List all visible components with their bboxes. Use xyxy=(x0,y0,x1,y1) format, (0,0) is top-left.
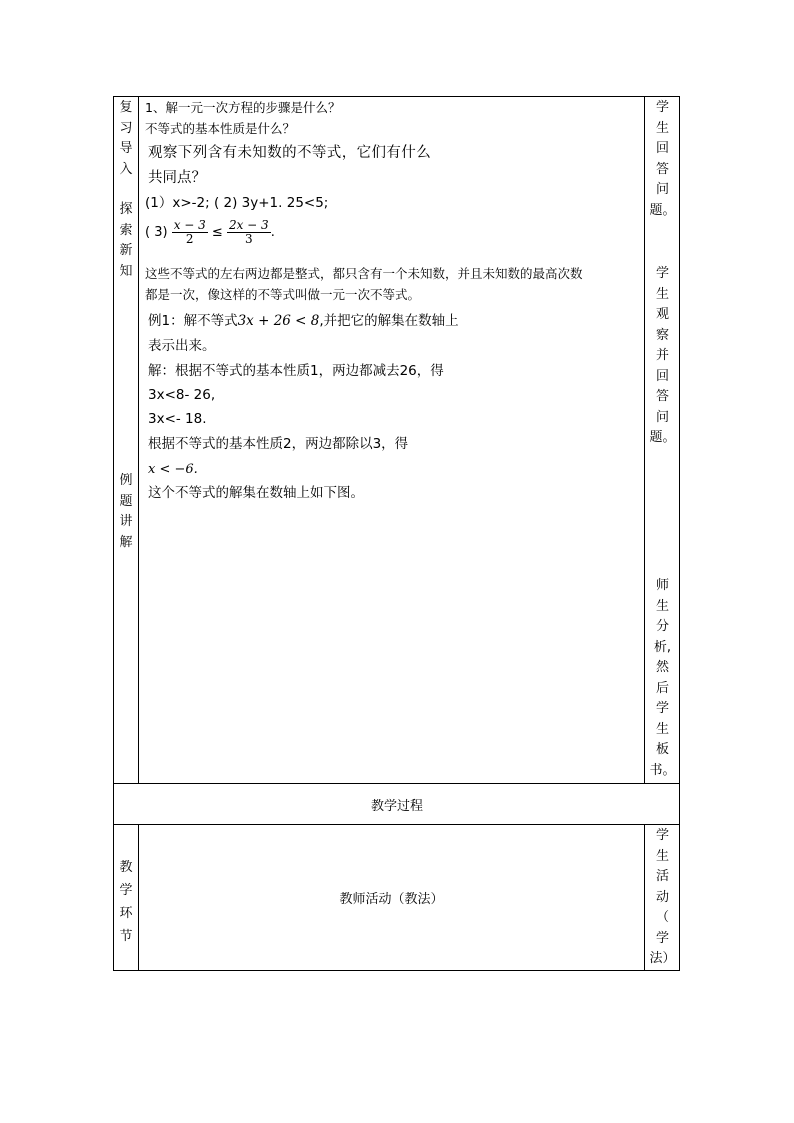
example-char: 讲 xyxy=(119,514,133,529)
observe-char: 学 xyxy=(655,266,669,281)
observe-char: 答 xyxy=(655,389,669,404)
example-line-a xyxy=(148,310,459,333)
fraction-right-numerator: 2x − 3 xyxy=(228,218,269,232)
observe-char: 问 xyxy=(655,409,669,425)
analysis-char: 后 xyxy=(655,680,669,696)
ineq3-suffix: . xyxy=(270,225,275,240)
observe-char: 生 xyxy=(655,286,669,302)
answer-char: 回 xyxy=(655,141,669,156)
fraction-left xyxy=(172,219,208,246)
left-column-divider xyxy=(138,96,139,784)
question-2: 不等式的基本性质是什么？ xyxy=(145,121,296,136)
activity-char: 动 xyxy=(655,889,669,905)
stage-char: 教 xyxy=(119,860,133,875)
solution-line-c: 3x<- 18. xyxy=(148,411,207,427)
analysis-char: 书。 xyxy=(649,762,676,778)
analysis-char: 析, xyxy=(653,639,672,655)
review-char: 入 xyxy=(119,161,133,177)
row-divider-1 xyxy=(113,783,680,784)
student-activity-label xyxy=(646,826,679,970)
inequality-line-1: (1）x>-2; ( 2) 3y+1. 25<5; xyxy=(145,195,329,211)
review-char: 复 xyxy=(119,100,133,115)
stage-char: 学 xyxy=(119,883,133,898)
example-char: 题 xyxy=(119,493,133,509)
answer-char: 学 xyxy=(655,100,669,115)
activity-char: （ xyxy=(655,910,669,925)
activity-char: 法） xyxy=(649,951,676,966)
question-1: 1、解一元一次方程的步骤是什么？ xyxy=(145,100,341,115)
example-prefix: 例1：解不等式 xyxy=(148,313,238,329)
student-answer-label xyxy=(646,98,679,221)
fraction-left-numerator: x − 3 xyxy=(173,218,206,232)
example-suffix: ,并把它的解集在数轴上 xyxy=(319,313,459,329)
analysis-label xyxy=(646,576,679,781)
right-column-divider xyxy=(644,96,645,784)
inequality-line-3 xyxy=(145,218,275,248)
observe-char: 回 xyxy=(655,368,669,384)
teaching-stage-label xyxy=(115,856,137,948)
explore-new-label xyxy=(115,200,137,282)
review-char: 导 xyxy=(119,141,133,156)
analysis-char: 生 xyxy=(655,721,669,737)
example-math: 3x + 26 < 8 xyxy=(237,313,320,329)
observe-prompt-b: 共同点？ xyxy=(148,170,206,186)
activity-char: 生 xyxy=(655,848,669,864)
observe-char: 并 xyxy=(655,348,669,363)
row-divider-2 xyxy=(113,824,680,825)
student-observe-label xyxy=(646,264,679,449)
explore-char: 新 xyxy=(119,243,133,258)
analysis-char: 分 xyxy=(655,619,669,634)
stage-char: 环 xyxy=(119,906,133,921)
observe-char: 观 xyxy=(655,307,669,322)
example-char: 解 xyxy=(119,534,133,550)
teacher-activity-label: 教师活动（教法） xyxy=(339,892,444,907)
fraction-right-denominator: 3 xyxy=(245,232,253,246)
solution-line-f: 这个不等式的解集在数轴上如下图。 xyxy=(148,485,364,501)
answer-char: 问 xyxy=(655,182,669,197)
review-char: 习 xyxy=(119,120,133,136)
explore-char: 索 xyxy=(119,222,133,238)
example-explanation-label xyxy=(115,471,137,553)
answer-char: 生 xyxy=(655,120,669,136)
ineq3-relation: ≤ xyxy=(211,225,223,240)
stage-char: 节 xyxy=(119,929,133,944)
example-char: 例 xyxy=(119,473,133,488)
explore-char: 知 xyxy=(119,263,133,279)
ineq3-prefix: ( 3) xyxy=(145,225,168,240)
solution-line-a: 解：根据不等式的基本性质1，两边都减去26，得 xyxy=(148,363,444,379)
example-line-b: 表示出来。 xyxy=(148,338,216,354)
review-intro-label xyxy=(115,98,137,180)
right-column-divider-lower xyxy=(644,824,645,971)
explore-char: 探 xyxy=(119,202,133,217)
observe-char: 察 xyxy=(655,327,669,343)
activity-char: 活 xyxy=(655,869,669,884)
fraction-right xyxy=(227,219,271,246)
section-title: 教学过程 xyxy=(370,799,423,814)
definition-b: 都是一次，像这样的不等式叫做一元一次不等式。 xyxy=(145,287,421,302)
definition-a: 这些不等式的左右两边都是整式，都只含有一个未知数，并且未知数的最高次数 xyxy=(145,266,583,281)
observe-char: 题。 xyxy=(649,430,676,445)
solution-line-e: x < −6. xyxy=(148,462,198,477)
activity-char: 学 xyxy=(655,930,669,946)
activity-char: 学 xyxy=(655,828,669,843)
observe-prompt-a: 观察下列含有未知数的不等式，它们有什么 xyxy=(148,145,432,161)
analysis-char: 学 xyxy=(655,701,669,716)
answer-char: 答 xyxy=(655,161,669,177)
analysis-char: 生 xyxy=(655,598,669,614)
analysis-char: 师 xyxy=(655,578,669,593)
solution-line-b: 3x<8- 26, xyxy=(148,387,216,403)
answer-char: 题。 xyxy=(649,202,676,218)
fraction-left-denominator: 2 xyxy=(185,232,194,246)
analysis-char: 板 xyxy=(655,742,669,757)
analysis-char: 然 xyxy=(655,660,669,675)
solution-line-d: 根据不等式的基本性质2，两边都除以3，得 xyxy=(148,436,409,452)
